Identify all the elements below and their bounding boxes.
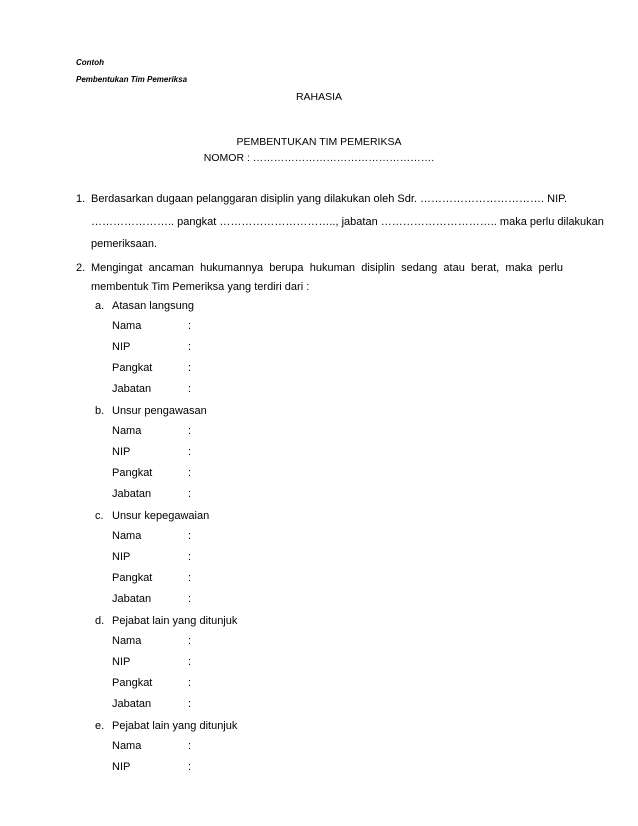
field-label-nama: Nama	[112, 740, 142, 752]
classification-label: RAHASIA	[295, 91, 343, 103]
field-colon: :	[188, 677, 192, 689]
field-colon: :	[188, 656, 192, 668]
document-number: NOMOR : …………………………………………….	[203, 152, 435, 164]
paragraph-line: Mengingat ancaman hukumannya berupa hukuman disiplin sedang atau berat, maka perlu	[91, 262, 563, 274]
subgroup-letter: c.	[95, 510, 104, 522]
subgroup-letter: a.	[95, 300, 105, 312]
subgroup-title: Pejabat lain yang ditunjuk	[112, 720, 238, 732]
subgroup-title: Pejabat lain yang ditunjuk	[112, 615, 238, 627]
field-colon: :	[188, 425, 192, 437]
field-colon: :	[188, 320, 192, 332]
paragraph-last-line: pemeriksaan.	[91, 238, 158, 250]
paragraph-line: Berdasarkan dugaan pelanggaran disiplin yang dilakukan oleh Sdr. ……………………………. NIP.	[91, 193, 568, 205]
field-label-pangkat: Pangkat	[112, 362, 153, 374]
field-colon: :	[188, 341, 192, 353]
subgroup-letter: d.	[95, 615, 105, 627]
document-title: PEMBENTUKAN TIM PEMERIKSA	[236, 136, 402, 148]
field-colon: :	[188, 593, 192, 605]
field-label-nama: Nama	[112, 530, 142, 542]
field-label-nama: Nama	[112, 320, 142, 332]
field-label-nip: NIP	[112, 656, 131, 668]
field-colon: :	[188, 362, 192, 374]
field-label-pangkat: Pangkat	[112, 467, 153, 479]
paragraph-line: ………………….. pangkat ………………………….., jabatan ………………………….. maka perlu dilakukan	[91, 216, 604, 228]
header-subtitle: Pembentukan Tim Pemeriksa	[76, 75, 188, 84]
field-colon: :	[188, 551, 192, 563]
field-label-nip: NIP	[112, 551, 131, 563]
subgroup-letter: e.	[95, 720, 105, 732]
field-colon: :	[188, 488, 192, 500]
field-colon: :	[188, 530, 192, 542]
field-colon: :	[188, 635, 192, 647]
field-colon: :	[188, 698, 192, 710]
list-number: 2.	[76, 262, 86, 274]
field-colon: :	[188, 572, 192, 584]
subgroup-title: Unsur kepegawaian	[112, 510, 210, 522]
field-colon: :	[188, 446, 192, 458]
field-label-pangkat: Pangkat	[112, 677, 153, 689]
field-colon: :	[188, 383, 192, 395]
subgroup-title: Unsur pengawasan	[112, 405, 207, 417]
field-label-nip: NIP	[112, 341, 131, 353]
field-label-jabatan: Jabatan	[112, 698, 152, 710]
field-label-jabatan: Jabatan	[112, 593, 152, 605]
field-label-nama: Nama	[112, 425, 142, 437]
field-colon: :	[188, 761, 192, 773]
field-label-nip: NIP	[112, 446, 131, 458]
field-label-jabatan: Jabatan	[112, 488, 152, 500]
list-number: 1.	[76, 193, 86, 205]
paragraph-last-line: membentuk Tim Pemeriksa yang terdiri dari :	[91, 281, 310, 293]
subgroup-letter: b.	[95, 405, 105, 417]
field-label-pangkat: Pangkat	[112, 572, 153, 584]
field-label-nama: Nama	[112, 635, 142, 647]
field-label-nip: NIP	[112, 761, 131, 773]
field-colon: :	[188, 740, 192, 752]
field-colon: :	[188, 467, 192, 479]
header-contoh: Contoh	[76, 58, 104, 67]
field-label-jabatan: Jabatan	[112, 383, 152, 395]
subgroup-title: Atasan langsung	[112, 300, 194, 312]
